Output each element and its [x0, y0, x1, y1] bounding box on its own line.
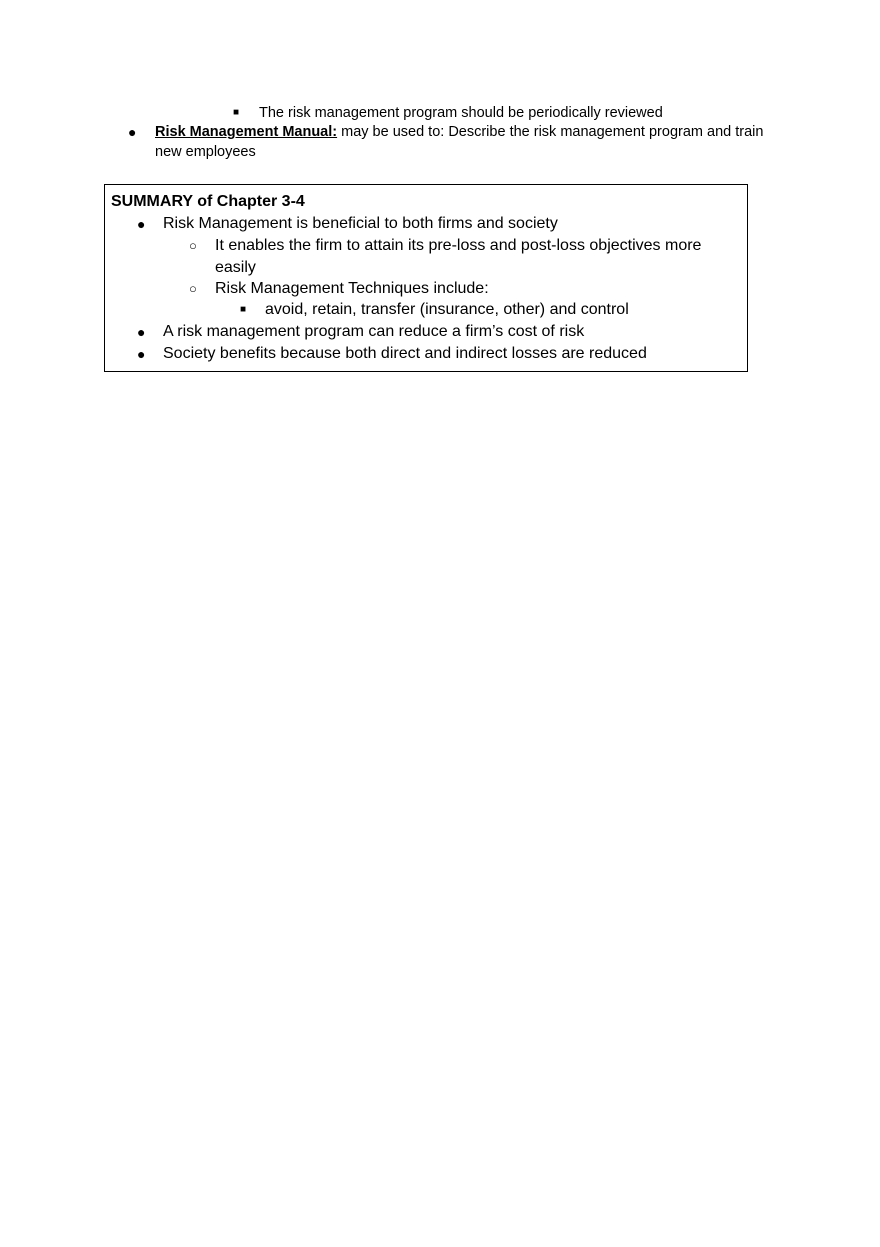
disc-bullet-icon: ●: [137, 346, 146, 362]
square-bullet-icon: ■: [240, 304, 247, 315]
disc-bullet-icon: ●: [137, 216, 146, 232]
review-item-text: The risk management program should be periodically reviewed: [259, 105, 663, 121]
summary-subitem-2: Risk Management Techniques include:: [215, 280, 489, 297]
summary-box: [104, 184, 748, 372]
manual-text: may be used to: Describe the risk management program and train: [337, 124, 764, 140]
manual-item-line2: new employees: [155, 144, 256, 160]
summary-subitem-1-line2: easily: [215, 259, 256, 276]
summary-subsubitem-1: avoid, retain, transfer (insurance, other) and control: [265, 301, 629, 318]
summary-item-1: Risk Management is beneficial to both firms and society: [163, 215, 558, 232]
summary-item-3: Society benefits because both direct and indirect losses are reduced: [163, 345, 647, 362]
summary-item-2: A risk management program can reduce a firm’s cost of risk: [163, 323, 585, 340]
manual-label: Risk Management Manual:: [155, 124, 338, 140]
circle-bullet-icon: ○: [189, 238, 197, 253]
manual-item-line1: [155, 122, 763, 142]
summary-title: SUMMARY of Chapter 3-4: [111, 193, 305, 210]
disc-bullet-icon: ●: [128, 124, 137, 140]
disc-bullet-icon: ●: [137, 324, 146, 340]
summary-subitem-1-line1: It enables the firm to attain its pre-loss and post-loss objectives more: [215, 237, 702, 254]
circle-bullet-icon: ○: [189, 281, 197, 296]
square-bullet-icon: ■: [233, 107, 240, 118]
